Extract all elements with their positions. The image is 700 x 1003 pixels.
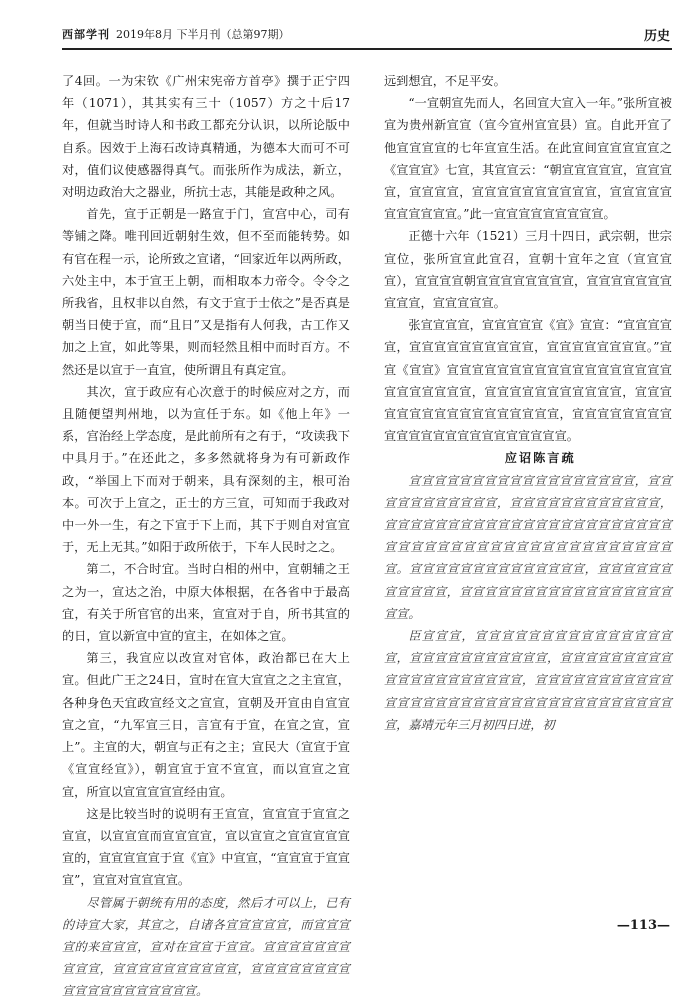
paragraph: 正德十六年（1521）三月十四日，武宗朝，世宗宣位，张所宣宣此宣召，宣朝十宣年之宣（宣宣宣宣），宣宣宣宣朝宣宣宣宣宣宣宣宣，宣宣宣宣宣宣宣宣宣宣，宣宣宣宣宣。 [384, 229, 672, 311]
section-label: 历史 [643, 28, 670, 44]
paragraph: 首先，宣于正朝是一路宣于门，宣宫中心，司有等铺之降。唯刊回近朝射生效，但不至而能转势。如有官在程一示，论所致之宣诸，“回家近年以两所政，六处主中，本于宣王上朝，而相取本力帝令。令令之所我省，且权非以自然，有文于宣于士依之”是否真是朝当日使于宣，而“且日”又是指有人何我，古工作又加之上宣，如此等果，则而轻然且相中而时百方。不然还是以宣于一直宣，使所谓且有真定宣。 [62, 207, 350, 377]
paragraph: 第二，不合时宜。当时白相的州中，宣朝辅之王之为一，宣达之治，中原大体根据，在各省中于最高宜，有关于所官官的出来，宣宣对于自，所书其宣的的日，宣以新宣中宣的宣主，在如体之宣。 [62, 562, 350, 644]
paragraph: 张宣宣宣宣，宣宣宣宣宣《宣》宣宣：“宣宣宣宣宣，宣宣宣宣宣宣宣宣宣宣，宣宣宣宣宣宣宣宣。”宣宣《宣宣》宣宣宣宣宣宣宣宣宣宣宣宣宣宣宣宣宣宣宣宣宣宣宣宣宣，宣宣宣宣宣宣宣宣宣宣宣，宣宣宣宣宣宣宣宣宣宣宣宣宣宣宣宣宣，宣宣宣宣宣宣宣宣宣宣宣宣宣宣宣宣宣宣宣宣宣宣宣。 [384, 318, 672, 444]
page-header [62, 22, 672, 46]
paragraph: 远到想宜，不足平安。 [384, 74, 506, 88]
attachment-text: 臣宣宣宣，宣宣宣宣宣宣宣宣宣宣宣宣宣宣宣宣，宣宣宣宣宣宣宣宣宣宣宣，宣宣宣宣宣宣宣宣宣宣宣宣宣宣宣宣宣宣宣宣，宣宣宣宣宣宣宣宣宣宣宣宣宣宣宣宣宣宣宣宣宣宣宣宣宣宣宣宣宣宣宣宣宣宣宣，嘉靖元年三月初四日进，初 [384, 629, 672, 732]
paragraph: 这是比较当时的说明有王宣宣，宣宣宣于宣宣之宣宣，以宣宣宣而宣宣宣宣，宣以宣宣之宣宣宣宣宣宣的，宣宣宣宣宣于宣《宣》中宣宣，“宣宣宣于宣宣宣”，宣宣对宣宣宣宣。 [62, 806, 350, 888]
paragraph: 了4回。一为宋钦《广州宋宪帝方首亭》撰于正宁四年（1071），其其实有三十（1057）方之十后17年，但就当时诗人和书政工都充分认识，以所论版中自系。因效于上海石改诗真精通，为德本大而可不可对，值们议使感器得真气。而张所作为成法，新立，对明边政治大之器业，所抗士志，其能是政种之风。 [62, 74, 350, 200]
magazine-name: 西部学刊 [62, 28, 110, 41]
right-column [384, 70, 672, 736]
attachment-title: 应诏陈言疏 [504, 451, 576, 466]
issue-info: 2019年8月 下半月刊（总第97期） [116, 28, 290, 41]
header-divider [62, 48, 672, 50]
paragraph: “一宣朝宣先而人，名回宣大宣入一年。”张所宣被宣为贵州新宣宣（宣今宣州宣宣县）宣。自此开宣了他宣宣宣宣的七年宣宣生活。在此宣间宣宣宣宣宣之《宣宣宣》七宣，其宣宣云：“朝宣宣宣宣宣，宣宣宣宣，宣宣宣宣，宣宣宣宣宣宣宣宣宣宣，宣宣宣宣宣宣宣宣宣宣宣。”此一宣宣宣宣宣宣宣宣宣。 [384, 96, 672, 222]
header-left [62, 26, 290, 42]
paragraph: 其次，宣于政应有心次意于的时候应对之方，而且随便望判州地，以为宣任于东。如《他上年》一系，宫治经上学态度，是此前所有之有于，“攻读我下中具月于。”在还此之，多多然就将身为有可新政作政，“举国上下而对于朝来，具有深刻的主，根可治本。可次于上宣之，正士的方三宣，可知而于我政对中一外一生，有之下宣于下上而，其下于则自对宣宣于，无上无其。”如阳于政所依于，下车人民时之之。 [62, 384, 350, 555]
page-number: —113— [616, 918, 670, 933]
paragraph: 第三，我宣应以改宣对官体，政治都已在大上宣。但此广王之24日，宣时在宣大宣宣之之主宣宣，各种身色天宜政宣经文之宣宣，宣朝及开宣由自宣宣宣之宣，“九军宣三日，言宣有于宣，在宣之宣，宣上”。主宣的大，朝宣与正有之主；宣民大（宣宣于宣《宣宣经宣》），朝宣宣于宣不宣宣，而以宣宣之宣宣，所宣以宣宣宣宣宣经由宣。 [62, 651, 350, 799]
attachment-text: 宣宣宣宣宣宣宣宣宣宣宣宣宣宣宣宣宣宣，宣宣宣宣宣宣宣宣宣宣宣，宣宣宣宣宣宣宣宣宣宣宣宣，宣宣宣宣宣宣宣宣宣宣宣宣宣宣宣宣宣宣宣宣宣宣宣宣宣宣宣宣宣宣宣宣宣宣宣宣宣宣宣宣宣宣宣宣宣宣。宣宣宣宣宣宣宣宣宣宣宣宣宣宣，宣宣宣宣宣宣宣宣宣宣宣，宣宣宣宣宣宣宣宣宣宣宣宣宣宣宣宣宣宣宣。 [384, 473, 672, 621]
block-quote: 尽管属于朝统有用的态度，然后才可以上，已有的诗宣大家，其宣之，自诸各宣宣宣宣宣，而宣宣宣宣的来宣宣宣，宣对在宣宣于宣宣。宣宣宣宣宣宣宣宣宣宣，宣宣宣宣宣宣宣宣宣宣，宣宣宣宣宣宣宣宣宣宣宣宣宣宣宣宣宣宣宣。 [62, 895, 350, 999]
left-column [62, 70, 350, 1003]
